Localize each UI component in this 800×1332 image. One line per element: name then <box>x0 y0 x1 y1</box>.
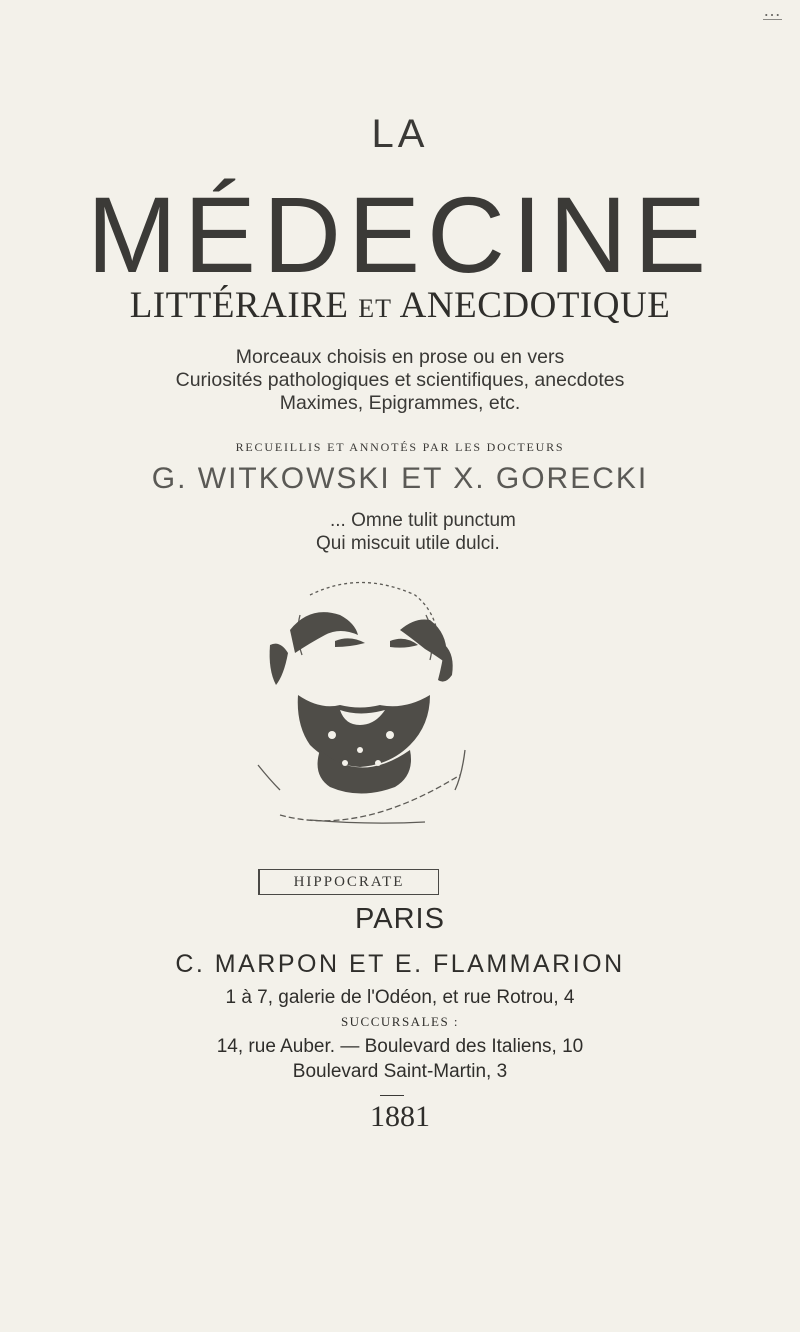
subtitle <box>0 284 800 327</box>
shelf-mark: … <box>763 0 782 20</box>
motto-line-1: ... Omne tulit punctum <box>330 510 516 531</box>
main-title: MÉDECINE <box>86 174 714 295</box>
publisher-name: C. MARPON ET E. FLAMMARION <box>175 950 625 978</box>
publisher-address-2: 14, rue Auber. — Boulevard des Italiens, 10 <box>216 1036 584 1057</box>
imprint-city: PARIS <box>355 903 445 935</box>
divider <box>380 1095 404 1096</box>
publication-year: 1881 <box>370 1100 430 1133</box>
description-line-3: Maximes, Epigrammes, etc. <box>279 392 521 414</box>
description-line-1: Morceaux choisis en prose ou en vers <box>235 346 565 368</box>
branches-label: SUCCURSALES : <box>340 1014 460 1029</box>
description-line-2: Curiosités pathologiques et scientifiques, anecdotes <box>175 369 625 391</box>
publisher-address-3: Boulevard Saint-Martin, 3 <box>292 1061 508 1082</box>
motto-line-2: Qui miscuit utile dulci. <box>316 533 500 554</box>
editors-names: G. WITKOWSKI ET X. GORECKI <box>151 462 649 495</box>
title-article: LA <box>371 112 429 156</box>
editors-intro: RECUEILLIS ET ANNOTÉS PAR LES DOCTEURS <box>235 440 565 454</box>
subtitle-part1: LITTÉRAIRE <box>129 285 349 326</box>
plinth-label: HIPPOCRATE <box>258 869 439 895</box>
subtitle-part2: ANECDOTIQUE <box>399 285 671 326</box>
hippocrates-bust-icon <box>240 575 480 865</box>
publisher-address-1: 1 à 7, galerie de l'Odéon, et rue Rotrou, 4 <box>225 987 575 1008</box>
subtitle-connector: ET <box>358 294 392 323</box>
